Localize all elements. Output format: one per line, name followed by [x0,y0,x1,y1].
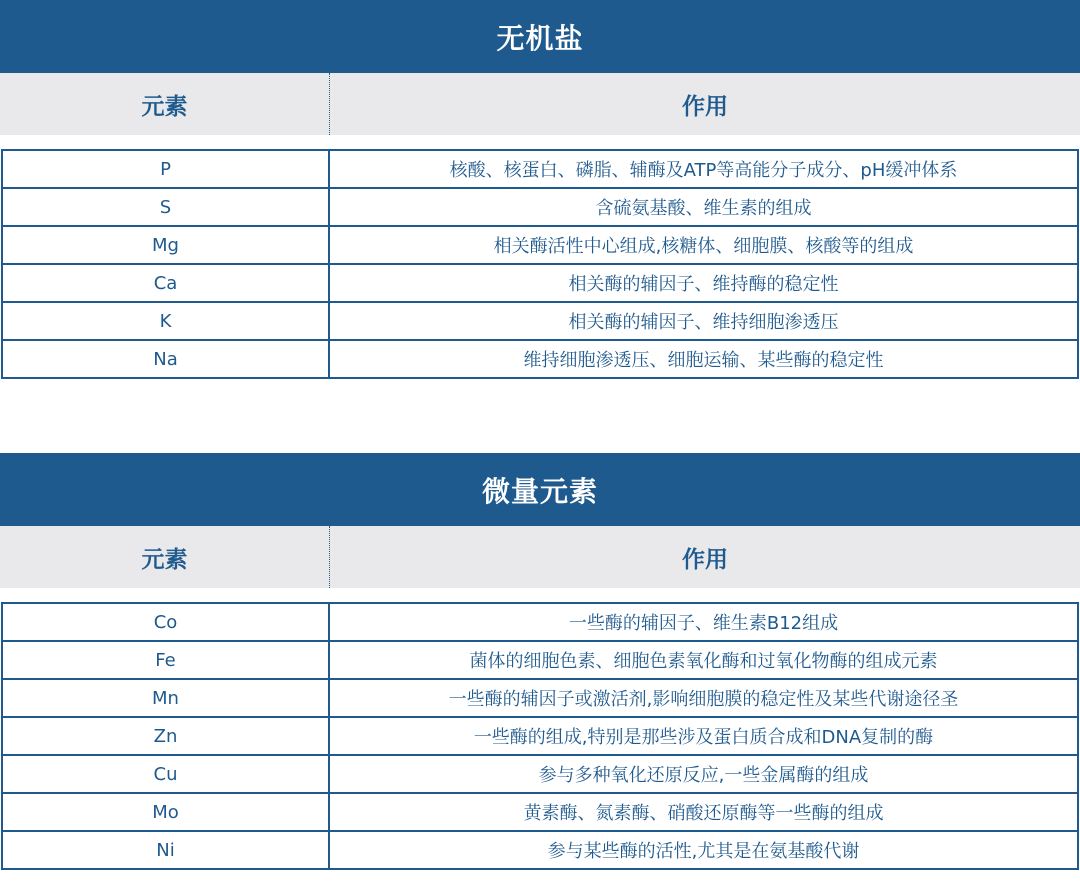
column-header-element: 元素 [0,526,330,588]
table-row [2,641,1078,679]
element-cell: Mo [2,793,329,831]
element-cell: P [2,150,329,188]
table-row [2,755,1078,793]
function-cell: 参与多种氧化还原反应,一些金属酶的组成 [329,755,1078,793]
inorganic-salts-table [1,149,1079,379]
section-inorganic-salts [0,0,1080,379]
function-cell: 相关酶的辅因子、维持酶的稳定性 [329,264,1078,302]
element-cell: Ni [2,831,329,869]
column-header-function: 作用 [682,93,728,120]
column-header-function: 作用 [682,546,728,573]
table-row [2,188,1078,226]
function-cell: 参与某些酶的活性,尤其是在氨基酸代谢 [329,831,1078,869]
element-cell: K [2,302,329,340]
section-title: 无机盐 [0,0,1080,73]
element-cell: S [2,188,329,226]
table-row [2,603,1078,641]
function-cell: 含硫氨基酸、维生素的组成 [329,188,1078,226]
function-cell: 一些酶的辅因子、维生素B12组成 [329,603,1078,641]
function-cell: 维持细胞渗透压、细胞运输、某些酶的稳定性 [329,340,1078,378]
function-cell: 一些酶的辅因子或激活剂,影响细胞膜的稳定性及某些代谢途径圣 [329,679,1078,717]
function-cell: 一些酶的组成,特别是那些涉及蛋白质合成和DNA复制的酶 [329,717,1078,755]
table-row [2,264,1078,302]
element-cell: Na [2,340,329,378]
element-cell: Co [2,603,329,641]
column-header-element: 元素 [0,73,330,135]
function-cell: 相关酶活性中心组成,核糖体、细胞膜、核酸等的组成 [329,226,1078,264]
function-cell: 菌体的细胞色素、细胞色素氧化酶和过氧化物酶的组成元素 [329,641,1078,679]
column-header-row [0,73,1080,135]
section-trace-elements [0,453,1080,870]
table-row [2,831,1078,869]
section-title: 微量元素 [0,453,1080,526]
function-cell: 核酸、核蛋白、磷脂、辅酶及ATP等高能分子成分、pH缓冲体系 [329,150,1078,188]
element-cell: Ca [2,264,329,302]
element-cell: Mn [2,679,329,717]
function-cell: 黄素酶、氮素酶、硝酸还原酶等一些酶的组成 [329,793,1078,831]
element-cell: Zn [2,717,329,755]
table-row [2,226,1078,264]
column-header-row [0,526,1080,588]
element-cell: Mg [2,226,329,264]
table-row [2,302,1078,340]
function-cell: 相关酶的辅因子、维持细胞渗透压 [329,302,1078,340]
trace-elements-table [1,602,1079,870]
table-row [2,150,1078,188]
element-cell: Cu [2,755,329,793]
element-cell: Fe [2,641,329,679]
table-row [2,717,1078,755]
table-row [2,340,1078,378]
table-row [2,679,1078,717]
table-row [2,793,1078,831]
